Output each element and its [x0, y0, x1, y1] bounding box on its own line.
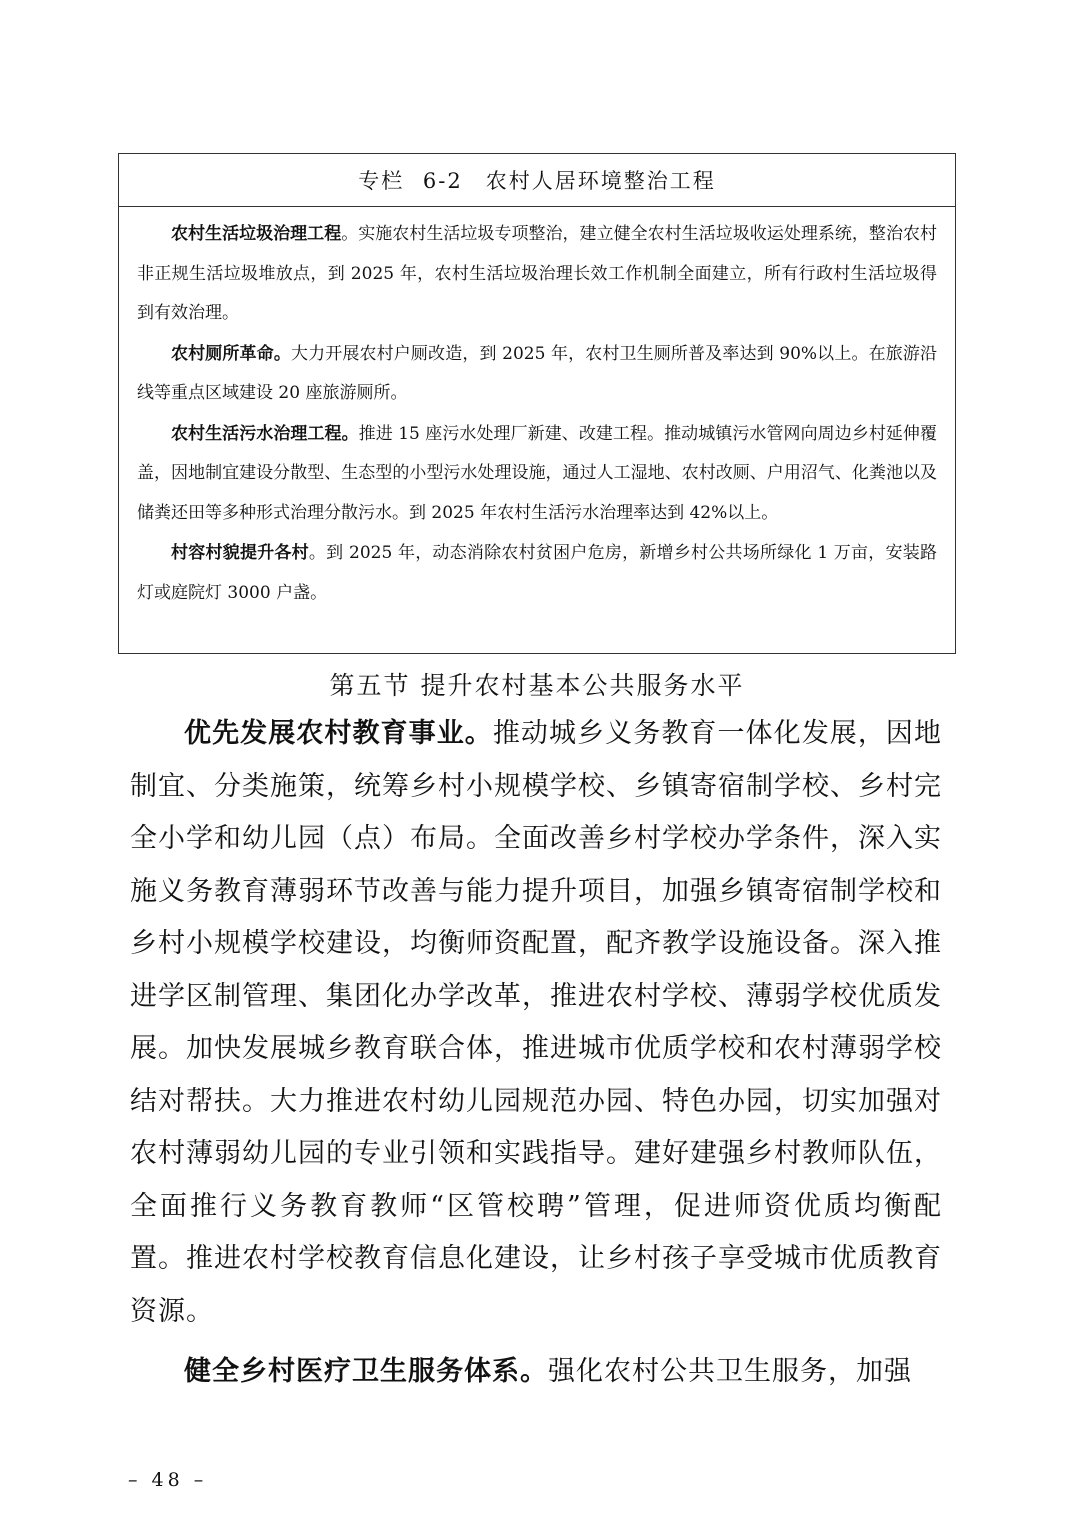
paragraph-heading: 农村厕所革命。	[171, 343, 291, 364]
body-paragraph	[130, 1346, 942, 1399]
column-paragraph	[137, 415, 937, 534]
paragraph-heading: 健全乡村医疗卫生服务体系。	[184, 1356, 548, 1387]
column-paragraph	[137, 534, 937, 613]
paragraph-heading: 优先发展农村教育事业。	[184, 718, 493, 749]
column-body	[119, 207, 955, 613]
body-paragraph	[130, 708, 942, 1338]
paragraph-heading: 农村生活垃圾治理工程	[171, 224, 342, 244]
column-paragraph	[137, 215, 937, 334]
paragraph-text: 推动城乡义务教育一体化发展，因地制宜、分类施策，统筹乡村小规模学校、乡镇寄宿制学校、乡村完全小学和幼儿园（点）布局。全面改善乡村学校办学条件，深入实施义务教育薄弱环节改善与能力提升项目，加强乡镇寄宿制学校和乡村小规模学校建设，均衡师资配置，配齐教学设施设备。深入推进学区制管理、集团化办学改革，推进农村学校、薄弱学校优质发展。加快发展城乡教育联合体，推进城市优质学校和农村薄弱学校结对帮扶。大力推进农村幼儿园规范办园、特色办园，切实加强对农村薄弱幼儿园的专业引领和实践指导。建好建强乡村教师队伍，全面推行义务教育教师“区管校聘”管理，促进师资优质均衡配置。推进农村学校教育信息化建设，让乡村孩子享受城市优质教育资源。	[130, 718, 943, 1327]
main-content	[130, 708, 942, 1407]
paragraph-text: 推进 15 座污水处理厂新建、改建工程。推动城镇污水管网向周边乡村延伸覆盖，因地制宜建设分散型、生态型的小型污水处理设施，通过人工湿地、农村改厕、户用沼气、化粪池以及储粪还田等多种形式治理分散污水。到 2025 年农村生活污水治理率达到 42%以上。	[137, 423, 937, 523]
column-title: 专栏 6-2 农村人居环境整治工程	[119, 154, 955, 207]
column-box	[118, 153, 956, 654]
paragraph-heading: 农村生活污水治理工程。	[171, 423, 359, 444]
paragraph-text: 大力开展农村户厕改造，到 2025 年，农村卫生厕所普及率达到 90%以上。在旅游沿线等重点区域建设 20 座旅游厕所。	[137, 343, 938, 403]
paragraph-text: 强化农村公共卫生服务，加强	[548, 1356, 912, 1387]
paragraph-text: 。实施农村生活垃圾专项整治，建立健全农村生活垃圾收运处理系统，整治农村非正规生活垃圾堆放点，到 2025 年，农村生活垃圾治理长效工作机制全面建立，所有行政村生活垃圾得到有效治理。	[137, 224, 938, 323]
section-title: 第五节 提升农村基本公共服务水平	[329, 671, 745, 700]
page-number: – 48 –	[128, 1469, 208, 1491]
paragraph-heading: 村容村貌提升各村	[171, 543, 309, 563]
column-paragraph	[137, 335, 937, 414]
paragraph-text: 。到 2025 年，动态消除农村贫困户危房，新增乡村公共场所绿化 1 万亩，安装路灯或庭院灯 3000 户盏。	[137, 543, 937, 603]
